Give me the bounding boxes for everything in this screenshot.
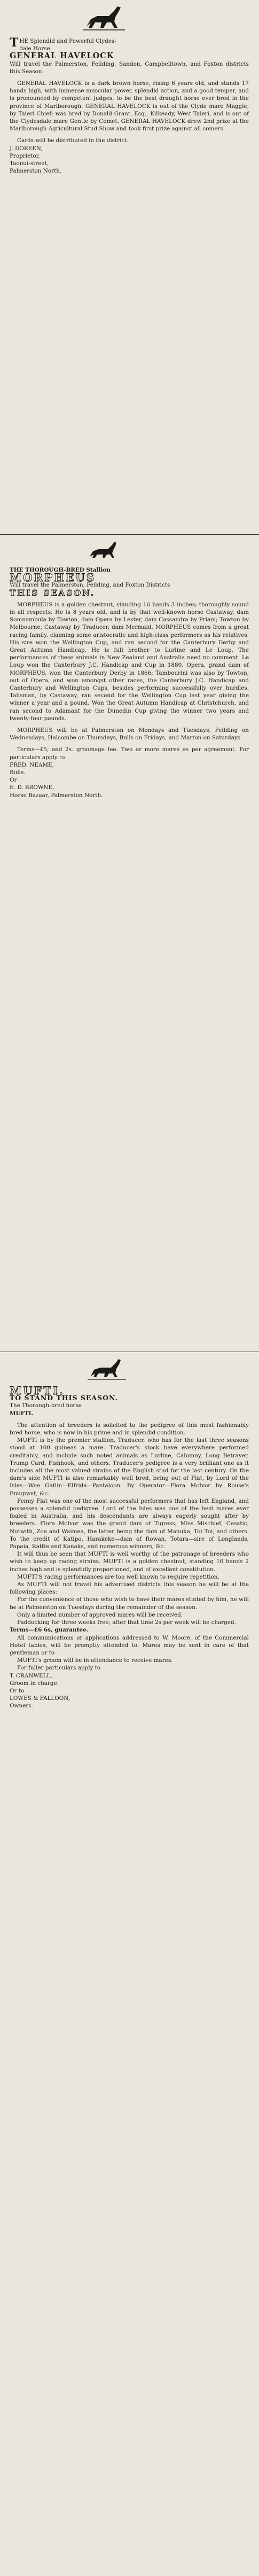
- morpheus-travel: Will travel the Palmerston, Feilding, and Foxton Districts: [10, 582, 170, 589]
- morpheus-sig-2-place: Horse Bazaar, Palmerston North.: [10, 792, 103, 799]
- morpheus-ad: [10, 566, 249, 799]
- havelock-intro: HE Splendid and Powerful Clydes-: [19, 38, 116, 44]
- mufti-ad: [10, 1384, 249, 1710]
- havelock-travel: Will travel the Palmerston, Feilding, Sandon, Campbelltown, and Foxton districts this Season.: [10, 60, 249, 75]
- mufti-name: MUFTI.: [10, 1410, 34, 1417]
- mufti-body-1: The attention of breeders is solicited to the pedigree of this most fashionably bred horse, who is now in his prime and in splendid condition.: [10, 1422, 249, 1437]
- mufti-title: MUFTI.: [10, 1384, 65, 1397]
- mufti-sig-1: T. CRANWELL,: [10, 1672, 52, 1679]
- havelock-sig-street: Taonui-street,: [10, 160, 49, 167]
- havelock-subtitle: dale Horse: [19, 45, 50, 52]
- morpheus-or: Or: [10, 777, 17, 784]
- mufti-sig-2: LOWES & FALLOON,: [10, 1695, 70, 1702]
- morpheus-sig-1: FRED. NEAME,: [10, 761, 54, 768]
- morpheus-sig-1-place: Bulls.: [10, 769, 26, 776]
- mufti-body-2: MUFTI is by the premier stallion, Traducer, who has for the last three seasons stood at 100 guineas a mare. Traducer's stock have everywhere performed creditably, and include such noted animals as Lurline, Calumny, Long Betrayer, Trump Card, Fishhook, and others. Traducer's pedigree is a very brilliant one as it includes all the most valued strains of the English stud for the last century. On the dam's side MUFTI is also remarkably well bred, being out of Flat, by Lord of the Isles—Wee Gatlin—Elfrida—Pantaloon. By Operator—Flora McIvor by Rouse's Emigrant, &c.: [10, 1437, 249, 1497]
- mufti-sub: The Thorough-bred horse: [10, 1402, 82, 1409]
- havelock-body: GENERAL HAVELOCK is a dark brown horse, rising 6 years old, and stands 17 hands high, with immense muscular power, splendid action, and a good temper, and is pronounced by competent judges, to be the best draught horse ever bred in the province of Marlborough. GENERAL HAVELOCK is out of the Clyde mare Maggie, by Taieri Chief; was bred by Donald Grant, Esq., Kilkeady, West Taieri, and is out of the Clydesdale mare Gentle by Comet. GENERAL HAVELOCK drew 2nd prize at the Marlborough Agricultural Stud Show and took first prize against all comers.: [10, 80, 249, 132]
- mufti-body-9: Paddocking for three weeks free; after that time 2s per week will be charged.: [17, 1619, 236, 1626]
- morpheus-title: MORPHEUS: [10, 571, 96, 584]
- divider: [0, 534, 259, 535]
- mufti-body-3: Fenny Flat was one of the most successful performers that has left England, and possesses a splendid pedigree. Lord of the Isles was one of the best mares ever foaled in Australia, and his descendants are always eagerly sought after by breeders. Flora McIvor was the grand dam of Tigress, Miss Mischief, Cesatic, Nutwith, Zoe and Waimea, the latter being the dam of Manuka, Toi Toi, and others. To the credit of Katipo, Harakeke—dam of Rowan, Totara—sire of Longlands, Papaia, Rattle and Kanaka, and numerous winners, &c.: [10, 1497, 249, 1550]
- morpheus-intro: THE THOROUGH-BRED Stallion: [10, 567, 111, 573]
- mufti-body-6: As MUFTI will not travel his advertised districts this season he will be at the following places:: [10, 1581, 249, 1596]
- horse-logo-icon: [85, 1357, 128, 1383]
- mufti-body-7: For the convenience of those who wish to have their mares stinted by him, he will be at Palmerston on Tuesdays during the remainder of the season.: [10, 1596, 249, 1611]
- morpheus-season: THIS SEASON.: [10, 588, 96, 598]
- morpheus-terms: Terms—£5, and 2s. groomage fee. Two or more mares as per agreement. For particulars apply to: [10, 746, 249, 761]
- havelock-sig-town: Palmerston North.: [10, 168, 62, 175]
- mufti-sig-1-role: Groom in charge.: [10, 1680, 59, 1687]
- mufti-sig-2-role: Owners.: [10, 1703, 33, 1709]
- morpheus-body-1: MORPHEUS is a golden chestnut, standing 16 hands 3 inches; thoroughly sound in all respects. He is 8 years old, and is by that well-known horse Castaway, dam Somnambula by Towton, dam Opera by Lester, dam Cassandra by Priam; Towton by Melbourne; Castaway by Traducer, dam Mermaid. MORPHEUS comes from a great racing family, claiming some aristocratic and high-class performers as his relatives. His sire won the Wellington Cup, and ran second for the Canterbury Derby and Great Autumn Handicap. He is full brother to Lurline and Le Loup. The performances of these animals in New Zealand and Australia need no comment. Le Loup won the Canterbury J.C. Handicap and Cup in 1880. Opera, grand dam of MORPHEUS, won the Canterbury Derby in 1866; Tambourini was also by Towton, out of Opera, and won amongst other races, the Canterbury J.C. Handicap and Canterbury and Wellington Cups, besides performing successfully over hurdles. Talisman, by Castaway, ran second for the Wellington Cup last year giving the winner a year and a pound. Won the Great Autumn Handicap at Christchurch, and ran second to Adamant for the Dunedin Cup giving the winner two years and twenty-four pounds.: [10, 601, 249, 722]
- mufti-body-11: MUFTI's groom will be in attendance to receive mares.: [17, 1657, 173, 1664]
- havelock-cards: Cards will be distributed in the district.: [17, 137, 129, 144]
- mufti-body-8: Only a limited number of approved mares will be received.: [17, 1611, 183, 1618]
- havelock-sig-role: Proprietor,: [10, 152, 40, 159]
- havelock-sig-name: J. DOREEN,: [10, 145, 43, 152]
- horse-logo-icon: [85, 540, 123, 562]
- havelock-title: GENERAL HAVELOCK: [10, 51, 114, 61]
- morpheus-sig-2: E. D. BROWNE,: [10, 784, 54, 791]
- mufti-body-4: It will thus be seen that MUFTI is well worthy of the patronage of breeders who wish to keep up racing strains. MUFTI is a golden chestnut, standing 16 hands 2 inches high and is splendidly proportioned, and of excellent constitution.: [10, 1551, 249, 1573]
- mufti-season: TO STAND THIS SEASON.: [10, 1394, 118, 1402]
- mufti-body-10: All communications or applications addressed to W. Moore, of the Commercial Hotel tables, will be promptly attended to. Mares may be sent in care of that gentleman or to: [10, 1634, 249, 1656]
- mufti-or: Or to: [10, 1687, 25, 1694]
- havelock-ad: [10, 37, 249, 175]
- horse-logo-icon: [80, 3, 128, 34]
- morpheus-body-2: MORPHEUS will be at Palmerston on Mondays and Tuesdays, Feilding on Wednesdays, Halcombe on Thursdays, Bulls on Fridays, and Marton on Saturdays.: [10, 727, 249, 741]
- havelock-dropcap: T: [10, 36, 19, 50]
- mufti-body-12: For fuller particulars apply to: [17, 1665, 101, 1672]
- mufti-body-5: MUFTI'S racing performances are too well known to require repetition.: [17, 1573, 219, 1580]
- mufti-terms: Terms—£6 6s, guarantee.: [10, 1627, 89, 1634]
